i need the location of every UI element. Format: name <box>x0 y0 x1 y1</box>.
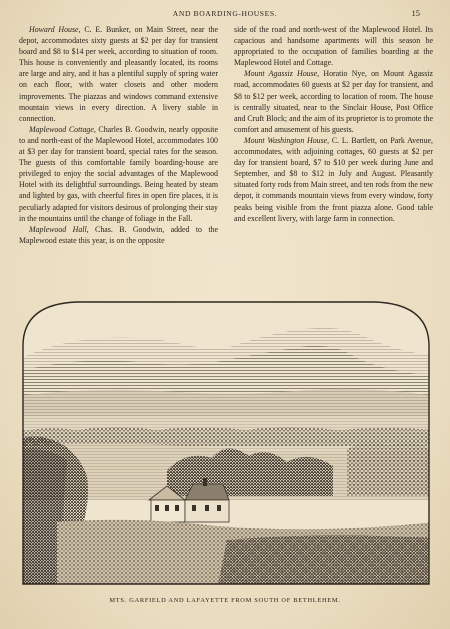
entry-maplewood-hall <box>19 224 218 246</box>
entry-text: Charles B. Goodwin, nearly opposite to and north-east of the Maplewood Hotel, accommodates 100 at $3 per day for transient board, special rates for the season. The guests of this comfortable family boarding-house are privileged to enjoy the social advantages of the Maplewood Hotel with its delightful surroundings. Being heated by steam and lighted by gas, with cheerful fires in open fire places, it is peculiarly adapted for visitors desirous of prolonging their stay in the mountains until the change of foliage in the Fall. <box>19 124 218 223</box>
entry-text: Chas. B. Goodwin, added to the Maplewood estate this year, is on the opposite <box>19 224 218 245</box>
text-columns <box>19 24 433 292</box>
entry-name: Howard House, <box>29 25 81 34</box>
entry-text: side of the road and north-west of the Maplewood Hotel. Its capacious and handsome apartments will this season be appropriated to the occupation of families boarding at the Maplewood Hotel and Cottage. <box>234 25 433 68</box>
entry-maplewood-hall-continued <box>234 24 433 68</box>
entry-name: Maplewood Hall, <box>29 224 89 234</box>
page-number: 15 <box>411 8 420 18</box>
entry-text: Horatio Nye, on Mount Agassiz road, accommodates 60 guests at $2 per day for transient, and $8 to $12 per week, according to location of room. The house is centrally situated, near to the Sinclair House, Post Office and Cruft Block; and the aim of its proprietor is to promote the comfort and amusement of his guests. <box>234 69 433 134</box>
entry-name: Mount Washington House, <box>244 135 330 145</box>
entry-maplewood-cottage <box>19 124 218 224</box>
entry-howard-house <box>19 24 218 124</box>
entry-name: Maplewood Cottage, <box>29 124 96 134</box>
entry-name: Mount Agassiz House, <box>244 69 320 79</box>
right-column <box>234 24 433 292</box>
entry-text: C. L. Bartlett, on Park Avenue, accommodates, with adjoining cottages, 60 guests at $2 per day for transient board, $7 to $10 per week during June and September, and $8 to $12 in July and August. Pleasantly situated forty rods from Main street, and ten rods from the new depot, it commands mountain views from every window, forty peaks being visible from the front piazza alone. Good table and excellent livery, with large farm in connection. <box>234 135 433 223</box>
left-column <box>19 24 218 292</box>
entry-mount-washington-house <box>234 135 433 224</box>
landscape-engraving <box>17 300 435 590</box>
figure-caption: MTS. GARFIELD AND LAFAYETTE FROM SOUTH OF BETHLEHEM. <box>109 597 341 604</box>
running-title: AND BOARDING-HOUSES. <box>172 9 278 18</box>
entry-text: C. E. Bunker, on Main Street, near the depot, accommodates sixty guests at $2 per day for transient board and $8 to $14 per week, according to situation of room. This house is conveniently and pleasantly located, its rooms are large and airy, and it has a plentiful supply of spring water on each floor, with water closets and other modern improvements. The piazzas and windows command extensive mountain views in every direction. A livery stable in connection. <box>19 25 218 123</box>
entry-mount-agassiz-house <box>234 68 433 135</box>
running-head <box>0 9 450 21</box>
engraving-illustration <box>17 300 435 590</box>
